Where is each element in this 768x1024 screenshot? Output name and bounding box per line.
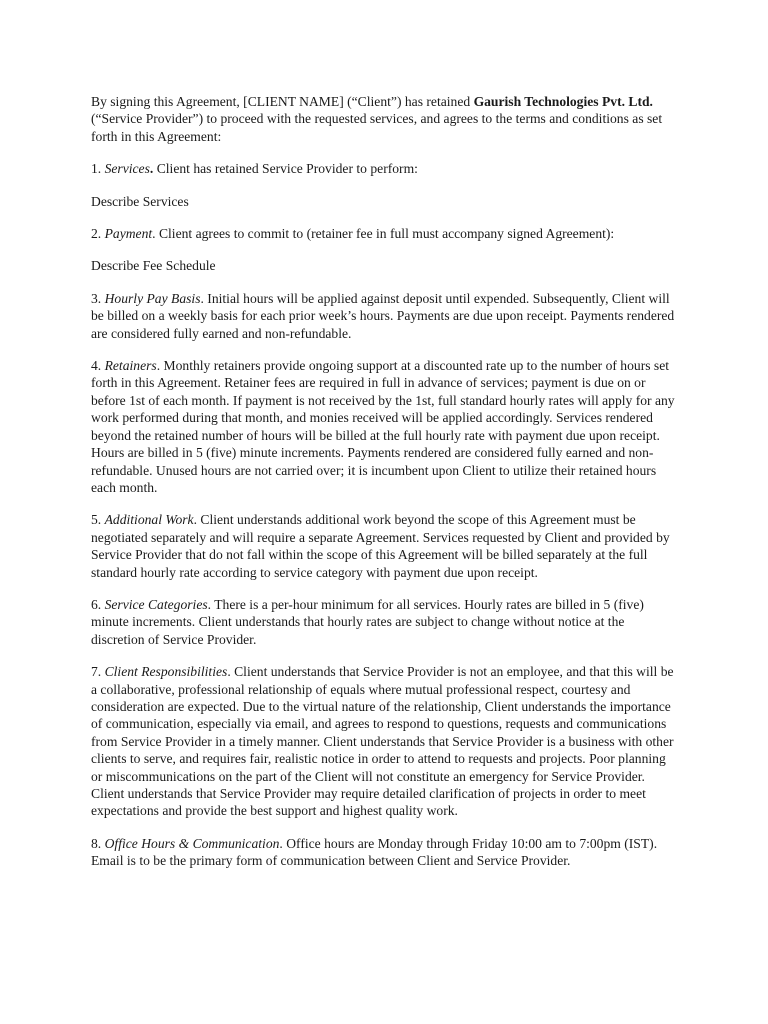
section-title-period: . <box>207 596 212 612</box>
section-title: Retainers <box>104 358 157 374</box>
section-title: Additional Work <box>104 512 194 528</box>
section-title-period: . <box>200 290 204 306</box>
section-services <box>91 160 679 177</box>
section-client-responsibilities <box>91 663 679 820</box>
section-additional-work <box>91 511 679 581</box>
section-text: Client has retained Service Provider to perform: <box>153 161 418 177</box>
intro-paragraph <box>91 93 679 145</box>
section-retainers <box>91 357 679 496</box>
section-title: Client Responsibilities <box>104 664 228 680</box>
section-payment <box>91 225 679 242</box>
section-number: 4. <box>91 358 105 374</box>
section-title-period: . <box>193 512 197 528</box>
section-text: There is a per-hour minimum for all services. Hourly rates are billed in 5 (five) minute increments. Client understands that hourly rates are subject to change without notice at the discretion of Service Provider. <box>91 596 644 647</box>
section-hourly-pay-basis <box>91 290 679 342</box>
intro-text-start: By signing this Agreement, [CLIENT NAME] (“Client”) has retained <box>91 94 474 109</box>
section-service-categories <box>91 596 679 648</box>
section-number: 2. <box>91 226 105 242</box>
services-placeholder: Describe Services <box>91 193 189 209</box>
section-text: Client understands additional work beyond the scope of this Agreement must be negotiated separately and will require a separate Agreement. Services requested by Client and provided by Service Provider that do not fall within the scope of this Agreement will be billed separately at the full standard hourly rate according to service category with payment due upon receipt. <box>91 512 670 580</box>
section-number: 6. <box>91 596 105 612</box>
section-text: Client agrees to commit to (retainer fee in full must accompany signed Agreement): <box>155 226 615 242</box>
company-name: Gaurish Technologies Pvt. Ltd. <box>473 94 653 109</box>
section-text: Office hours are Monday through Friday 10:00 am to 7:00pm (IST). Email is to be the primary form of communication between Client and Service Provider. <box>91 835 658 869</box>
agreement-document <box>91 93 679 885</box>
section-title-period: . <box>156 358 161 374</box>
section-title: Hourly Pay Basis <box>104 290 201 306</box>
fees-placeholder: Describe Fee Schedule <box>91 258 216 274</box>
section-title: Services <box>104 161 150 177</box>
section-text: Initial hours will be applied against deposit until expended. Subsequently, Client will be billed on a weekly basis for each prior week’s hours. Payments are due upon receipt. Payments rendered are considered fully earned and non-refundable. <box>91 290 675 341</box>
section-office-hours <box>91 835 679 870</box>
section-text: Monthly retainers provide ongoing support at a discounted rate up to the number of hours set forth in this Agreement. Retainer fees are required in full in advance of services; payment is due on or before 1st of each month. If payment is not received by the 1st, full standard hourly rates will apply for any work performed during that month, and monies received will be applied accordingly. Services rendered beyond the retained number of hours will be billed at the full hourly rate with payment due upon receipt. Hours are billed in 5 (five) minute increments. Payments rendered are considered fully earned and non-refundable. Unused hours are not carried over; it is incumbent upon Client to utilize their retained hours each month. <box>91 358 675 495</box>
section-title: Payment <box>104 226 153 242</box>
intro-text-end: (“Service Provider”) to proceed with the requested services, and agrees to the terms and conditions as set forth in this Agreement: <box>91 111 663 144</box>
section-number: 7. <box>91 664 105 680</box>
section-title: Service Categories <box>104 596 208 612</box>
section-title-period: . <box>227 664 231 680</box>
section-text: Client understands that Service Provider is not an employee, and that this will be a collaborative, professional relationship of equals where mutual professional respect, courtesy and consideration are expected. Due to the virtual nature of the relationship, Client understands the importance of communication, especially via email, and agrees to respond to questions, requests and communications from Service Provider in a timely manner. Client understands that Service Provider is a business with other clients to serve, and requires fair, realistic notice in order to attend to requests and projects. Poor planning or miscommunications on the part of the Client will not constitute an emergency for Service Provider. Client understands that Service Provider may require detailed clarification of projects in order to meet expectations and provide the best support and highest quality work. <box>91 664 674 819</box>
section-number: 3. <box>91 290 105 306</box>
section-number: 5. <box>91 512 105 528</box>
section-title-period: . <box>152 226 156 242</box>
section-number: 1. <box>91 161 105 177</box>
section-title-period: . <box>279 835 283 851</box>
section-title: Office Hours & Communication <box>104 835 280 851</box>
section-title-period: . <box>149 161 154 177</box>
section-number: 8. <box>91 835 105 851</box>
